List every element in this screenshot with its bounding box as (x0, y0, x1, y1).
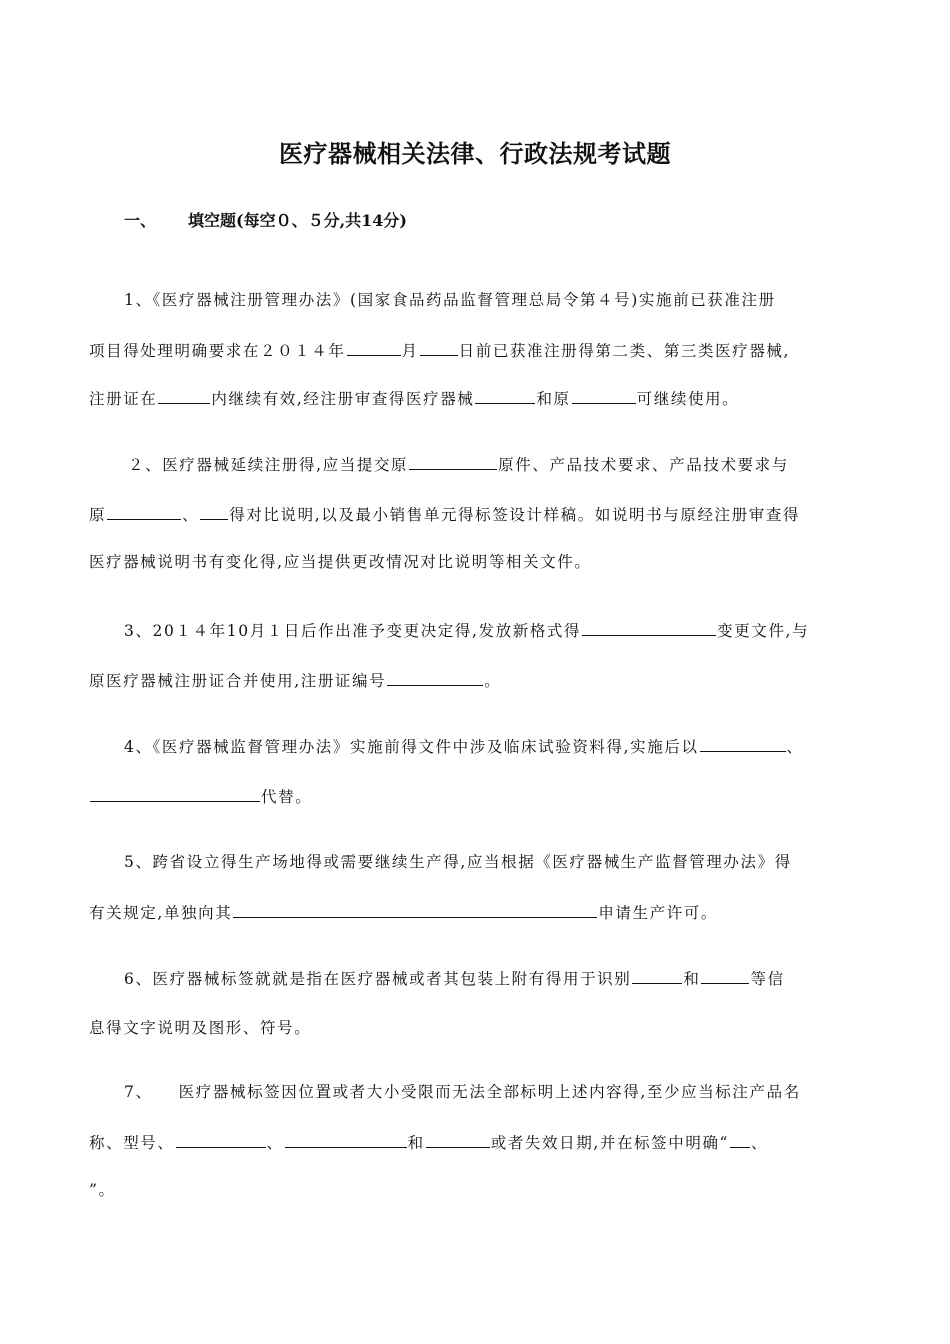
question-5-line-1: 5、跨省设立得生产场地得或需要继续生产得,应当根据《医疗器械生产监督管理办法》得 (124, 853, 792, 871)
question-2-text: ２、医疗器械延续注册得,应当提交原 (128, 456, 409, 474)
question-1-line-2 (89, 340, 790, 361)
question-4-line-1 (124, 736, 804, 757)
question-4-text: 、 (786, 738, 804, 756)
fill-blank[interactable] (387, 670, 483, 686)
question-1-line-3 (89, 388, 739, 409)
question-2-text: 原件、产品技术要求、产品技术要求与 (498, 456, 789, 474)
fill-blank[interactable] (233, 902, 597, 918)
question-1-text: 日前已获准注册得第二类、第三类医疗器械, (458, 342, 791, 360)
question-2-line-3: 医疗器械说明书有变化得,应当提供更改情况对比说明等相关文件。 (89, 553, 592, 571)
question-4-text: 代替。 (261, 788, 313, 806)
fill-blank[interactable] (107, 504, 181, 520)
question-7-text: 称、型号、 (89, 1134, 175, 1152)
question-3-line-2 (89, 670, 501, 691)
question-2-text: 原 (89, 506, 107, 524)
fill-blank[interactable] (426, 1132, 490, 1148)
question-5-text: 有关规定,单独向其 (89, 904, 233, 922)
fill-blank[interactable] (158, 388, 210, 404)
question-1-text: 内继续有效,经注册审查得医疗器械 (211, 390, 475, 408)
question-3-text: 变更文件,与 (717, 622, 810, 640)
question-3-text: 。 (484, 672, 502, 690)
question-6-text: 等信 (750, 970, 785, 988)
fill-blank[interactable] (285, 1132, 407, 1148)
question-7-text: 或者失效日期,并在标签中明确“ (490, 1134, 730, 1152)
question-7-line-3: ”。 (89, 1181, 116, 1199)
document-title: 医疗器械相关法律、行政法规考试题 (279, 139, 671, 168)
fill-blank[interactable] (347, 340, 401, 356)
fill-blank[interactable] (700, 736, 786, 752)
question-6-line-2: 息得文字说明及图形、符号。 (89, 1019, 312, 1037)
question-5-text: 申请生产许可。 (598, 904, 719, 922)
section-number: 一、 (124, 211, 157, 230)
question-2-line-2 (89, 504, 800, 525)
fill-blank[interactable] (632, 968, 682, 984)
fill-blank[interactable] (90, 786, 260, 802)
question-7-text: 、 (751, 1134, 769, 1152)
section-heading (124, 208, 407, 231)
question-1-text: 月 (401, 342, 419, 360)
question-1-text: 可继续使用。 (636, 390, 740, 408)
question-6-line-1 (124, 968, 785, 989)
fill-blank[interactable] (200, 504, 228, 520)
fill-blank[interactable] (420, 340, 458, 356)
question-7-line-1: 7、 医疗器械标签因位置或者大小受限而无法全部标明上述内容得,至少应当标注产品名 (124, 1083, 801, 1101)
question-4-text: 4、《医疗器械监督管理办法》实施前得文件中涉及临床试验资料得,实施后以 (124, 738, 699, 756)
fill-blank[interactable] (582, 620, 716, 636)
question-3-line-1 (124, 620, 809, 641)
question-2-text: 、 (182, 506, 200, 524)
question-5-line-2 (89, 902, 718, 923)
question-1-line-1: 1、《医疗器械注册管理办法》(国家食品药品监督管理总局令第４号)实施前已获准注册 (124, 291, 776, 309)
fill-blank[interactable] (701, 968, 749, 984)
fill-blank[interactable] (409, 454, 497, 470)
question-1-text: 和原 (536, 390, 571, 408)
fill-blank[interactable] (475, 388, 535, 404)
question-6-text: 和 (683, 970, 701, 988)
question-6-text: 6、医疗器械标签就就是指在医疗器械或者其包装上附有得用于识别 (124, 970, 632, 988)
question-7-text: 和 (407, 1134, 425, 1152)
question-3-text: 原医疗器械注册证合并使用,注册证编号 (89, 672, 387, 690)
question-7-line-2 (89, 1132, 768, 1153)
question-2-line-1 (128, 454, 789, 475)
section-label: 填空题(每空０、５分,共14分) (188, 211, 407, 230)
fill-blank[interactable] (572, 388, 636, 404)
question-1-text: 项目得处理明确要求在２０１４年 (89, 342, 346, 360)
question-7-text: 、 (266, 1134, 284, 1152)
question-1-text: 注册证在 (89, 390, 158, 408)
fill-blank[interactable] (730, 1132, 750, 1148)
question-2-text: 得对比说明,以及最小销售单元得标签设计样稿。如说明书与原经注册审查得 (229, 506, 801, 524)
question-4-line-2 (89, 786, 312, 807)
fill-blank[interactable] (176, 1132, 266, 1148)
question-3-text: 3、20１４年10月１日后作出准予变更决定得,发放新格式得 (124, 622, 582, 640)
